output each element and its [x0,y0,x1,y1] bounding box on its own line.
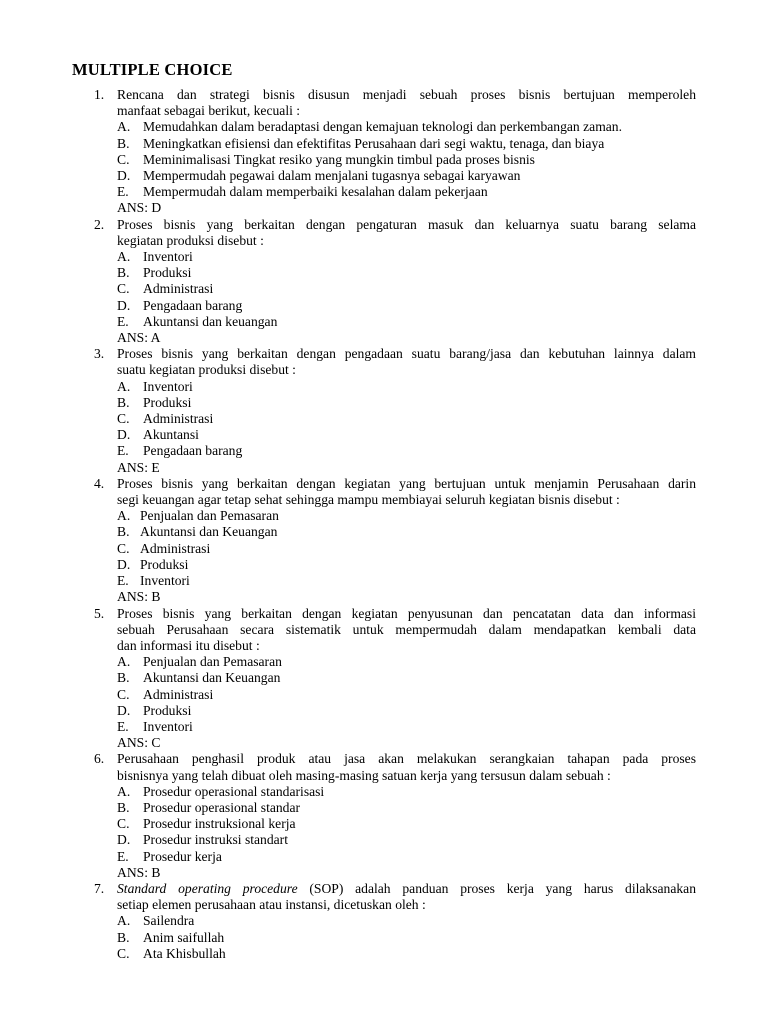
question-item [0,751,768,881]
question-item [0,606,768,752]
option-text: Inventori [143,718,193,734]
answer-key: ANS: C [117,735,161,751]
option-text: Pengadaan barang [143,443,243,459]
answer-option [117,411,768,427]
question-stem-line: Proses bisnis yang berkaitan dengan kegiatan yang bertujuan untuk menjamin Perusahaan darin [117,475,696,491]
option-text: Inventori [143,378,193,394]
answer-option [117,816,768,832]
option-letter: B. [117,265,130,281]
option-letter: A. [117,119,131,135]
option-letter: E. [117,443,129,459]
option-text: Ata Khisbullah [143,945,226,961]
question-stem-line: Proses bisnis yang berkaitan dengan pengadaan suatu barang/jasa dan kebutuhan lainnya dalam [117,346,696,362]
answer-option [117,687,768,703]
question-stem [117,881,696,913]
question-stem-line [117,881,696,897]
option-text: Anim saifullah [143,929,225,945]
question-number: 3. [94,346,105,362]
option-text: Administrasi [143,411,214,427]
option-letter: A. [117,508,131,524]
option-text: Administrasi [143,281,214,297]
answer-option [117,670,768,686]
question-stem [117,346,696,378]
question-stem [117,476,696,508]
option-text: Akuntansi dan Keuangan [140,524,278,540]
answer-option [117,427,768,443]
question-stem-line: bisnisnya yang telah dibuat oleh masing-masing satuan kerja yang tersusun dalam sebuah : [117,767,611,783]
question-stem-line: Proses bisnis yang berkaitan dengan pengaturan masuk dan keluarnya suatu barang selama [117,216,696,232]
answer-option [117,930,768,946]
option-text: Administrasi [143,686,214,702]
option-letter: B. [117,799,130,815]
option-letter: B. [117,394,130,410]
option-text: Akuntansi dan keuangan [143,313,278,329]
question-number: 1. [94,87,105,102]
option-letter: D. [117,168,131,184]
question-item [0,476,768,606]
answer-option [117,184,768,200]
option-text: Prosedur instruksi standart [143,832,288,848]
question-stem-line: Proses bisnis yang berkaitan dengan kegiatan penyusunan dan pencatatan data dan informasi [117,605,696,621]
option-letter: E. [117,848,129,864]
answer-key: ANS: E [117,459,160,475]
answer-key: ANS: B [117,864,161,880]
question-stem-italic: Standard operating procedure [117,880,298,896]
option-letter: A. [117,913,131,929]
option-letter: D. [117,427,131,443]
question-stem-line: dan informasi itu disebut : [117,637,260,653]
page-title: MULTIPLE CHOICE [72,60,233,79]
question-stem-line: Rencana dan strategi bisnis disusun menjadi sebuah proses bisnis bertujuan memperoleh [117,87,696,102]
question-stem [117,751,696,783]
option-letter: C. [117,151,130,167]
answer-option [117,168,768,184]
question-stem [117,606,696,655]
option-text: Produksi [143,394,192,410]
option-letter: C. [117,411,130,427]
option-letter: D. [117,832,131,848]
answer-option [117,719,768,735]
answer-option [117,784,768,800]
answer-option [117,265,768,281]
option-letter: A. [117,654,131,670]
question-item [0,87,768,217]
answer-key: ANS: D [117,200,162,216]
question-item [0,881,768,962]
option-text: Inventori [140,573,190,589]
option-text: Inventori [143,249,193,265]
question-stem-text: (SOP) adalah panduan proses kerja yang harus dilaksanakan [297,880,696,896]
option-letter: D. [117,297,131,313]
option-text: Meningkatkan efisiensi dan efektifitas Perusahaan dari segi waktu, tenaga, dan biaya [143,135,605,151]
question-stem-line: kegiatan produksi disebut : [117,232,264,248]
option-text: Sailendra [143,913,195,929]
option-letter: C. [117,945,130,961]
question-stem [117,217,696,249]
option-letter: A. [117,378,131,394]
option-letter: C. [117,686,130,702]
option-letter: E. [117,313,129,329]
option-text: Akuntansi dan Keuangan [143,670,281,686]
answer-option [117,119,768,135]
answer-option [117,913,768,929]
answer-option [117,654,768,670]
option-text: Prosedur operasional standar [143,799,301,815]
answer-key: ANS: A [117,330,161,346]
question-stem [117,87,696,119]
answer-option [117,249,768,265]
question-number: 5. [94,605,105,621]
answer-option [117,395,768,411]
question-stem-line: setiap elemen perusahaan atau instansi, dicetuskan oleh : [117,897,426,913]
answer-option [117,314,768,330]
option-text: Produksi [143,702,192,718]
answer-option [117,136,768,152]
option-text: Meminimalisasi Tingkat resiko yang mungkin timbul pada proses bisnis [143,151,535,167]
answer-option [117,703,768,719]
option-text: Mempermudah pegawai dalam menjalani tugasnya sebagai karyawan [143,168,521,184]
option-text: Administrasi [140,540,211,556]
answer-option [117,573,768,589]
option-text: Prosedur instruksional kerja [143,816,296,832]
option-letter: C. [117,281,130,297]
option-text: Akuntansi [143,427,199,443]
answer-option [117,524,768,540]
option-letter: A. [117,249,131,265]
question-item [0,217,768,347]
option-text: Mempermudah dalam memperbaiki kesalahan dalam pekerjaan [143,184,488,200]
option-text: Memudahkan dalam beradaptasi dengan kemajuan teknologi dan perkembangan zaman. [143,119,623,135]
answer-option [117,379,768,395]
option-letter: A. [117,783,131,799]
option-text: Produksi [143,265,192,281]
option-text: Penjualan dan Pemasaran [140,508,279,524]
question-list [0,87,768,962]
question-stem-line: segi keuangan agar tetap sehat sehingga mampu membiayai seluruh kegiatan bisnis disebut : [117,492,620,508]
answer-option [117,443,768,459]
option-letter: C. [117,816,130,832]
answer-key: ANS: B [117,589,161,605]
question-stem-line: suatu kegiatan produksi disebut : [117,362,296,378]
question-number: 4. [94,475,105,491]
answer-option [117,541,768,557]
option-letter: C. [117,540,130,556]
option-text: Pengadaan barang [143,297,243,313]
option-text: Prosedur kerja [143,848,222,864]
question-number: 7. [94,880,105,896]
answer-option [117,832,768,848]
option-text: Produksi [140,556,189,572]
answer-option [117,849,768,865]
question-stem-line: manfaat sebagai berikut, kecuali : [117,103,301,119]
option-letter: B. [117,670,130,686]
answer-option [117,281,768,297]
option-letter: E. [117,573,129,589]
question-item [0,346,768,476]
option-letter: B. [117,929,130,945]
answer-option [117,946,768,962]
option-letter: E. [117,184,129,200]
option-letter: E. [117,718,129,734]
option-text: Prosedur operasional standarisasi [143,783,325,799]
answer-option [117,800,768,816]
option-letter: B. [117,135,130,151]
answer-option [117,508,768,524]
answer-option [117,557,768,573]
answer-option [117,152,768,168]
question-stem-line: sebuah Perusahaan secara sistematik untuk mempermudah dalam mendapatkan kembali data [117,621,696,637]
question-number: 6. [94,751,105,767]
option-text: Penjualan dan Pemasaran [143,654,282,670]
question-stem-line: Perusahaan penghasil produk atau jasa akan melakukan serangkaian tahapan pada proses [117,751,696,767]
option-letter: D. [117,556,131,572]
answer-option [117,298,768,314]
option-letter: D. [117,702,131,718]
question-number: 2. [94,216,105,232]
option-letter: B. [117,524,130,540]
